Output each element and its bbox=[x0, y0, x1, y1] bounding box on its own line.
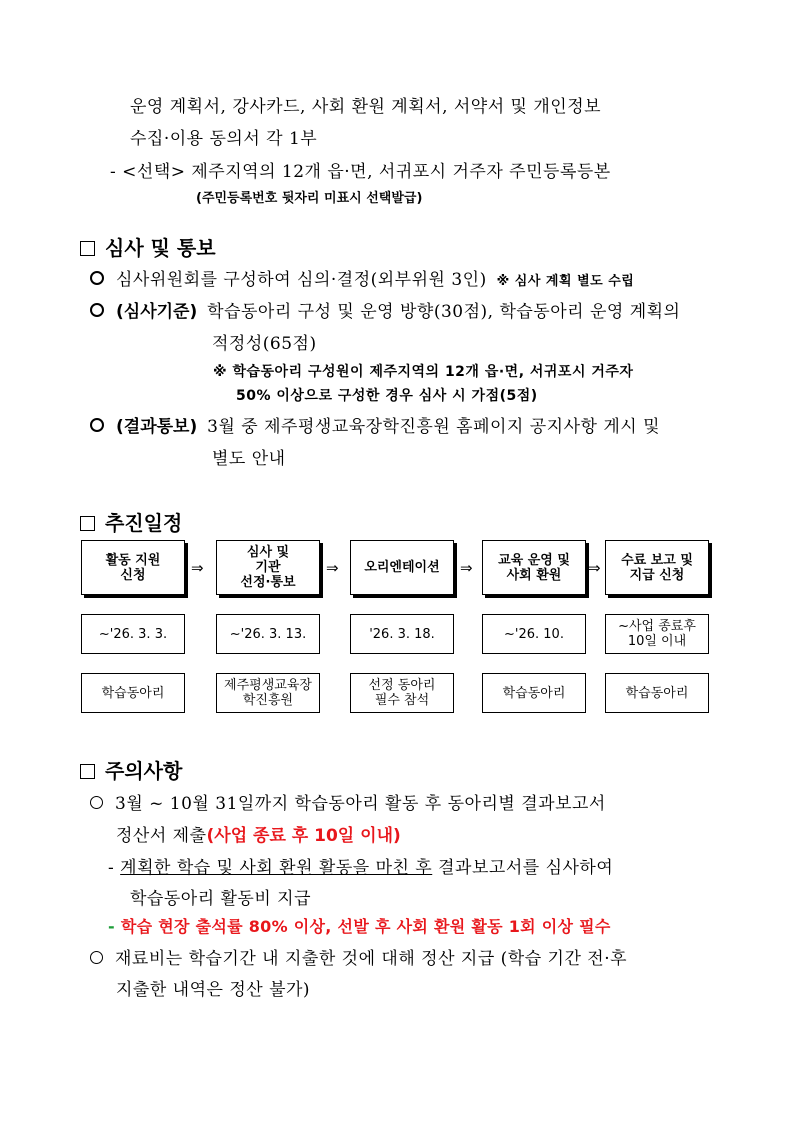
circle-bullet-icon bbox=[90, 303, 104, 317]
review-item-committee: 심사위원회를 구성하여 심의·결정(외부위원 3인) ※ 심사 계획 별도 수립 bbox=[90, 265, 634, 290]
review-note: ※ 심사 계획 별도 수립 bbox=[496, 274, 635, 289]
square-bullet-icon bbox=[80, 516, 95, 531]
review-result-line2: 별도 안내 bbox=[212, 449, 286, 469]
schedule-date-review: ~'26. 3. 13. bbox=[216, 614, 320, 654]
schedule-step-report: 수료 보고 및 지급 신청 bbox=[605, 540, 709, 595]
schedule-step-orientation: 오리엔테이션 bbox=[350, 540, 454, 595]
flow-arrow-icon: ⇒ bbox=[191, 559, 204, 577]
schedule-owner-operation: 학습동아리 bbox=[482, 673, 586, 713]
square-bullet-icon bbox=[80, 764, 95, 779]
note-item-report-line2: 정산서 제출(사업 종료 후 10일 이내) bbox=[116, 826, 401, 846]
section-heading-schedule: 추진일정 bbox=[80, 507, 182, 536]
schedule-owner-apply: 학습동아리 bbox=[81, 673, 185, 713]
circle-bullet-icon bbox=[90, 271, 104, 285]
schedule-date-operation: ~'26. 10. bbox=[482, 614, 586, 654]
circle-bullet-icon bbox=[90, 418, 104, 432]
bonus-note-line1: ※ 학습동아리 구성원이 제주지역의 12개 읍·면, 서귀포시 거주자 bbox=[213, 364, 634, 380]
review-item-criteria: (심사기준) 학습동아리 구성 및 운영 방향(30점), 학습동아리 운영 계획의 bbox=[90, 297, 680, 322]
review-criteria-line2: 적정성(65점) bbox=[212, 334, 317, 354]
circle-bullet-icon bbox=[90, 951, 103, 964]
schedule-step-apply: 활동 지원 신청 bbox=[81, 540, 185, 595]
note-item-materials: 재료비는 학습기간 내 지출한 것에 대해 정산 지급 (학습 기간 전·후 bbox=[90, 944, 627, 969]
schedule-date-apply: ~'26. 3. 3. bbox=[81, 614, 185, 654]
flow-arrow-icon: ⇒ bbox=[588, 559, 601, 577]
schedule-step-operation: 교육 운영 및 사회 환원 bbox=[482, 540, 586, 595]
circle-bullet-icon bbox=[90, 796, 103, 809]
schedule-date-report: ~사업 종료후 10일 이내 bbox=[605, 614, 709, 654]
optional-document-line: - <선택> 제주지역의 12개 읍·면, 서귀포시 거주자 주민등록등본 bbox=[110, 162, 611, 182]
schedule-owner-orientation: 선정 동아리 필수 참석 bbox=[350, 673, 454, 713]
note-sub-requirement: - 학습 현장 출석률 80% 이상, 선발 후 사회 환원 활동 1회 이상 필수 bbox=[108, 917, 611, 936]
schedule-step-review: 심사 및 기관 선정·통보 bbox=[216, 540, 320, 595]
note-item-report: 3월 ~ 10월 31일까지 학습동아리 활동 후 동아리별 결과보고서 bbox=[90, 789, 606, 814]
section-heading-notes: 주의사항 bbox=[80, 755, 182, 784]
bonus-note-line2: 50% 이상으로 구성한 경우 심사 시 가점(5점) bbox=[236, 388, 538, 404]
section-heading-review: 심사 및 통보 bbox=[80, 232, 216, 261]
note-item-materials-line2: 지출한 내역은 정산 불가) bbox=[116, 980, 311, 1000]
deadline-highlight: (사업 종료 후 10일 이내) bbox=[206, 826, 401, 846]
doc-line: 운영 계획서, 강사카드, 사회 환원 계획서, 서약서 및 개인정보 bbox=[130, 97, 602, 117]
schedule-owner-report: 학습동아리 bbox=[605, 673, 709, 713]
square-bullet-icon bbox=[80, 241, 95, 256]
optional-document-note: (주민등록번호 뒷자리 미표시 선택발급) bbox=[196, 191, 423, 206]
review-item-result: (결과통보) 3월 중 제주평생교육장학진흥원 홈페이지 공지사항 게시 및 bbox=[90, 412, 660, 437]
doc-line: 수집·이용 동의서 각 1부 bbox=[130, 129, 318, 149]
flow-arrow-icon: ⇒ bbox=[326, 559, 339, 577]
note-sub-review-line2: 학습동아리 활동비 지급 bbox=[130, 889, 312, 909]
note-sub-review: - 계획한 학습 및 사회 환원 활동을 마친 후 결과보고서를 심사하여 bbox=[108, 858, 614, 878]
schedule-date-orientation: '26. 3. 18. bbox=[350, 614, 454, 654]
flow-arrow-icon: ⇒ bbox=[460, 559, 473, 577]
schedule-owner-review: 제주평생교육장 학진흥원 bbox=[216, 673, 320, 713]
